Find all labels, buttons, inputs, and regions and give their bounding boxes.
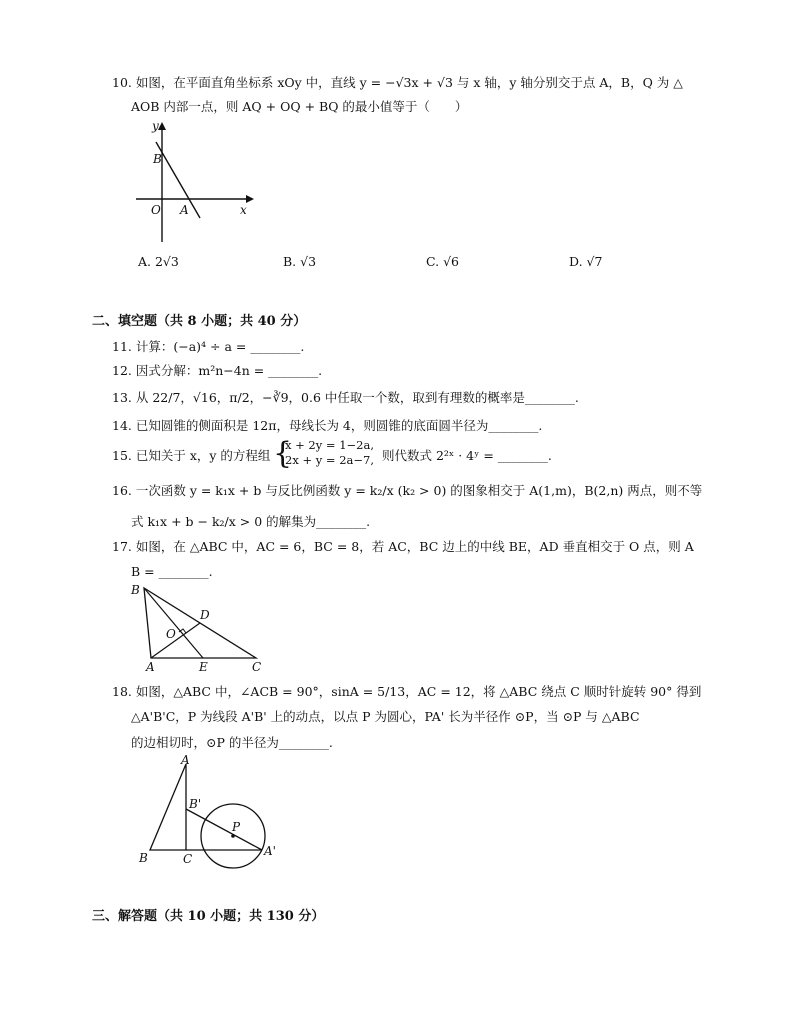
q18-label-p: P	[232, 820, 241, 834]
q17-label-c: C	[252, 660, 262, 674]
q16-line1: 16. 一次函数 y = k₁x + b 与反比例函数 y = k₂/x (k₂ > 0) 的图象相交于 A(1,m)，B(2,n) 两点，则不等	[112, 483, 703, 498]
origin-label: O	[151, 203, 161, 217]
x-axis-label: x	[240, 203, 247, 217]
q17-line1: 17. 如图，在 △ABC 中，AC = 6，BC = 8，若 AC，BC 边上的中线 BE，AD 垂直相交于 O 点，则 A	[112, 539, 694, 554]
q16-line2: 式 k₁x + b − k₂/x > 0 的解集为________.	[131, 514, 371, 529]
q18-line2: △A'B'C，P 为线段 A'B' 上的动点，以点 P 为圆心，PA' 长为半径作 ⊙P，当 ⊙P 与 △ABC	[131, 709, 640, 724]
q15-brace: {	[273, 436, 293, 471]
q17-label-b: B	[131, 583, 140, 597]
q10-option-c: C. √6	[426, 254, 459, 269]
q17-line2: B = ________.	[131, 564, 213, 579]
q10-option-b: B. √3	[283, 254, 317, 269]
q13: 13. 从 22/7，√16，π/2，−∛9，0.6 中任取一个数，取到有理数的概率是________.	[112, 390, 579, 405]
section-2-heading: 二、填空题（共 8 小题；共 40 分）	[92, 314, 307, 329]
q18-label-a: A	[181, 753, 190, 767]
section-3-heading: 三、解答题（共 10 小题；共 130 分）	[92, 909, 325, 924]
q10-line1: 10. 如图，在平面直角坐标系 xOy 中，直线 y = −√3x + √3 与 x 轴，y 轴分别交于点 A，B，Q 为 △	[112, 75, 683, 90]
q18-label-b: B	[139, 851, 148, 865]
q17-label-d: D	[200, 608, 210, 622]
q10-figure	[128, 118, 258, 248]
q17-label-e: E	[199, 660, 208, 674]
q12: 12. 因式分解：m²n−4n = ________.	[112, 363, 323, 378]
q18-line3: 的边相切时，⊙P 的半径为________.	[131, 735, 333, 750]
q11: 11. 计算：(−a)⁴ ÷ a = ________.	[112, 339, 305, 354]
q15-equation-2: 2x + y = 2a−7,	[285, 453, 374, 467]
q15-equation-1: x + 2y = 1−2a,	[285, 438, 374, 452]
q10-line2: AOB 内部一点，则 AQ + OQ + BQ 的最小值等于（ ）	[131, 99, 468, 114]
q18-label-c: C	[183, 852, 193, 866]
q10-option-d: D. √7	[569, 254, 603, 269]
q18-figure	[134, 752, 294, 870]
q15-suffix: 则代数式 2²ˣ · 4ʸ = ________.	[382, 448, 552, 463]
q18-line1: 18. 如图，△ABC 中，∠ACB = 90°，sinA = 5/13，AC = 12，将 △ABC 绕点 C 顺时针旋转 90° 得到	[112, 684, 702, 699]
q17-figure	[128, 582, 268, 674]
q18-label-b-prime: B'	[189, 797, 202, 811]
q17-label-o: O	[166, 627, 176, 641]
point-a-label: A	[180, 203, 189, 217]
q18-label-a-prime: A'	[264, 844, 276, 858]
q10-option-a: A. 2√3	[138, 254, 179, 269]
point-b-label: B	[153, 152, 162, 166]
q17-label-a: A	[146, 660, 155, 674]
y-axis-label: y	[152, 119, 159, 133]
q14: 14. 已知圆锥的侧面积是 12π，母线长为 4，则圆锥的底面圆半径为________.	[112, 418, 543, 433]
q15-prefix: 15. 已知关于 x，y 的方程组	[112, 448, 271, 463]
